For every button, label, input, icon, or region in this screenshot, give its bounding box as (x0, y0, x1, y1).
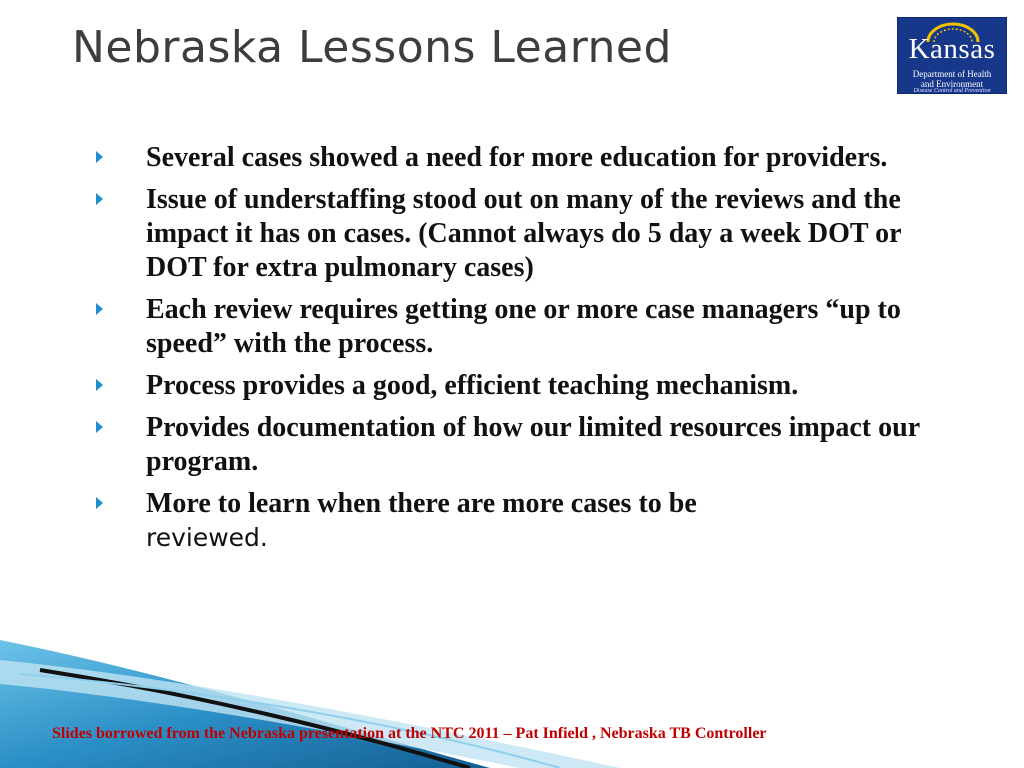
bullet-text-tail: reviewed. (146, 523, 268, 552)
slide-title: Nebraska Lessons Learned (72, 22, 672, 73)
triangle-bullet-icon (96, 303, 103, 315)
triangle-bullet-icon (96, 193, 103, 205)
logo-division: Disease Control and Prevention (913, 88, 991, 94)
bullet-text: Provides documentation of how our limited resources impact our program. (146, 412, 920, 477)
bullet-text: More to learn when there are more cases to be (146, 488, 697, 519)
bullet-item (90, 293, 960, 361)
triangle-bullet-icon (96, 497, 103, 509)
kansas-logo (897, 17, 1007, 94)
logo-department-line1: Department of Health (912, 69, 992, 79)
triangle-bullet-icon (96, 379, 103, 391)
bullet-item (90, 487, 960, 555)
bullet-item (90, 141, 960, 175)
decorative-swoosh (0, 640, 1024, 768)
logo-department-line2: and Environment (920, 79, 984, 89)
bullet-item (90, 369, 960, 403)
bullet-text: Issue of understaffing stood out on many of the reviews and the impact it has on cases. (Cannot always do 5 day a week DOT or DOT for extra pulmonary cases) (146, 184, 902, 283)
bullet-item (90, 183, 960, 285)
footer-credit: Slides borrowed from the Nebraska presentation at the NTC 2011 – Pat Infield , Nebraska TB Controller (52, 725, 767, 742)
bullet-list (90, 141, 960, 563)
logo-name: Kansas (908, 33, 996, 65)
triangle-bullet-icon (96, 421, 103, 433)
bullet-text: Several cases showed a need for more education for providers. (146, 142, 888, 173)
bullet-text: Each review requires getting one or more case managers “up to speed” with the process. (146, 294, 901, 359)
bullet-item (90, 411, 960, 479)
triangle-bullet-icon (96, 151, 103, 163)
bullet-text: Process provides a good, efficient teaching mechanism. (146, 370, 799, 401)
